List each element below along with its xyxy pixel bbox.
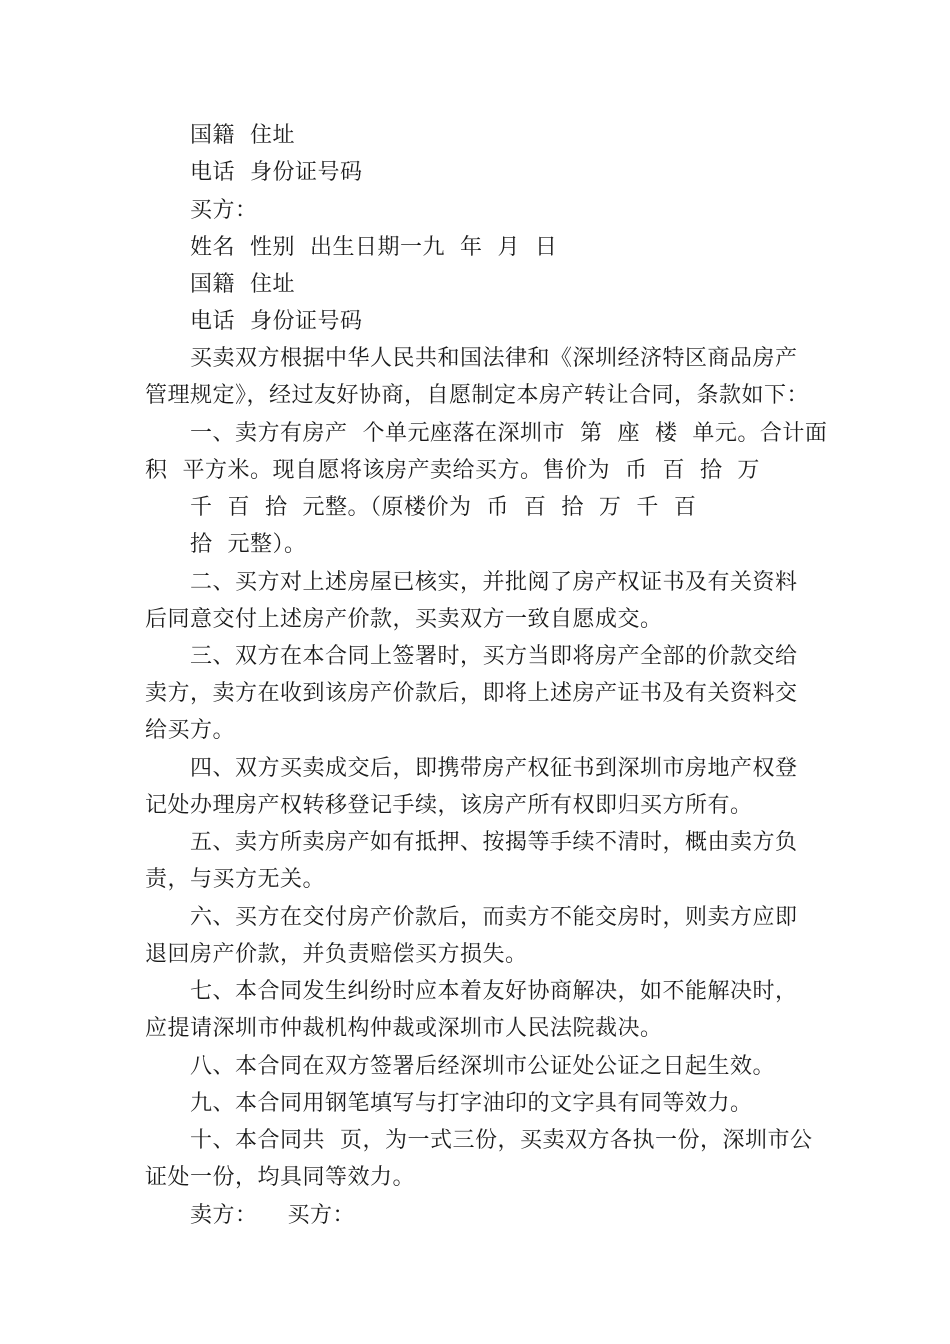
buyer-nationality-address-line: 国籍 住址 [190,272,295,297]
clause-1-line: 积 平方米。现自愿将该房产卖给买方。售价为 币 百 拾 万 [145,458,760,483]
seller-phone-id-line: 电话 身份证号码 [190,160,363,185]
clause-10-line: 证处一份，均具同等效力。 [145,1165,416,1190]
clause-5-line: 责，与买方无关。 [145,867,326,892]
buyer-name-line: 姓名 性别 出生日期一九 年 月 日 [190,235,558,260]
clause-5-line: 五、卖方所卖房产如有抵押、按揭等手续不清时，概由卖方负 [190,830,798,855]
clause-3-line: 三、双方在本合同上签署时，买方当即将房产全部的价款交给 [190,644,798,669]
seller-nationality-address-line: 国籍 住址 [190,123,295,148]
clause-1-line: 拾 元整）。 [190,532,307,557]
clause-4-line: 记处办理房产权转移登记手续，该房产所有权即归买方所有。 [145,793,753,818]
clause-2-line: 二、买方对上述房屋已核实，并批阅了房产权证书及有关资料 [190,570,798,595]
clause-10-line: 十、本合同共 页，为一式三份，买卖双方各执一份，深圳市公 [190,1128,813,1153]
buyer-phone-id-line: 电话 身份证号码 [190,309,363,334]
clause-4-line: 四、双方买卖成交后，即携带房产权征书到深圳市房地产权登 [190,756,798,781]
preamble-line: 买卖双方根据中华人民共和国法律和《深圳经济特区商品房产 [190,346,798,371]
clause-2-line: 后同意交付上述房产价款，买卖双方一致自愿成交。 [145,607,663,632]
clause-6-line: 六、买方在交付房产价款后，而卖方不能交房时，则卖方应即 [190,905,798,930]
clause-7-line: 应提请深圳市仲裁机构仲裁或深圳市人民法院裁决。 [145,1016,663,1041]
clause-1-line: 千 百 拾 元整。（原楼价为 币 百 拾 万 千 百 [190,495,697,520]
preamble-line: 管理规定》，经过友好协商，自愿制定本房产转让合同，条款如下： [145,383,810,408]
clause-8-line: 八、本合同在双方签署后经深圳市公证处公证之日起生效。 [190,1054,776,1079]
clause-1-line: 一、卖方有房产 个单元座落在深圳市 第 座 楼 单元。合计面 [190,421,828,446]
clause-7-line: 七、本合同发生纠纷时应本着友好协商解决，如不能解决时， [190,979,798,1004]
clause-9-line: 九、本合同用钢笔填写与打字油印的文字具有同等效力。 [190,1091,753,1116]
clause-3-line: 卖方，卖方在收到该房产价款后，即将上述房产证书及有关资料交 [145,681,798,706]
clause-3-line: 给买方。 [145,718,236,743]
buyer-heading: 买方： [190,198,258,223]
clause-6-line: 退回房产价款，并负责赔偿买方损失。 [145,942,528,967]
signature-line: 卖方： 买方： [190,1203,355,1228]
